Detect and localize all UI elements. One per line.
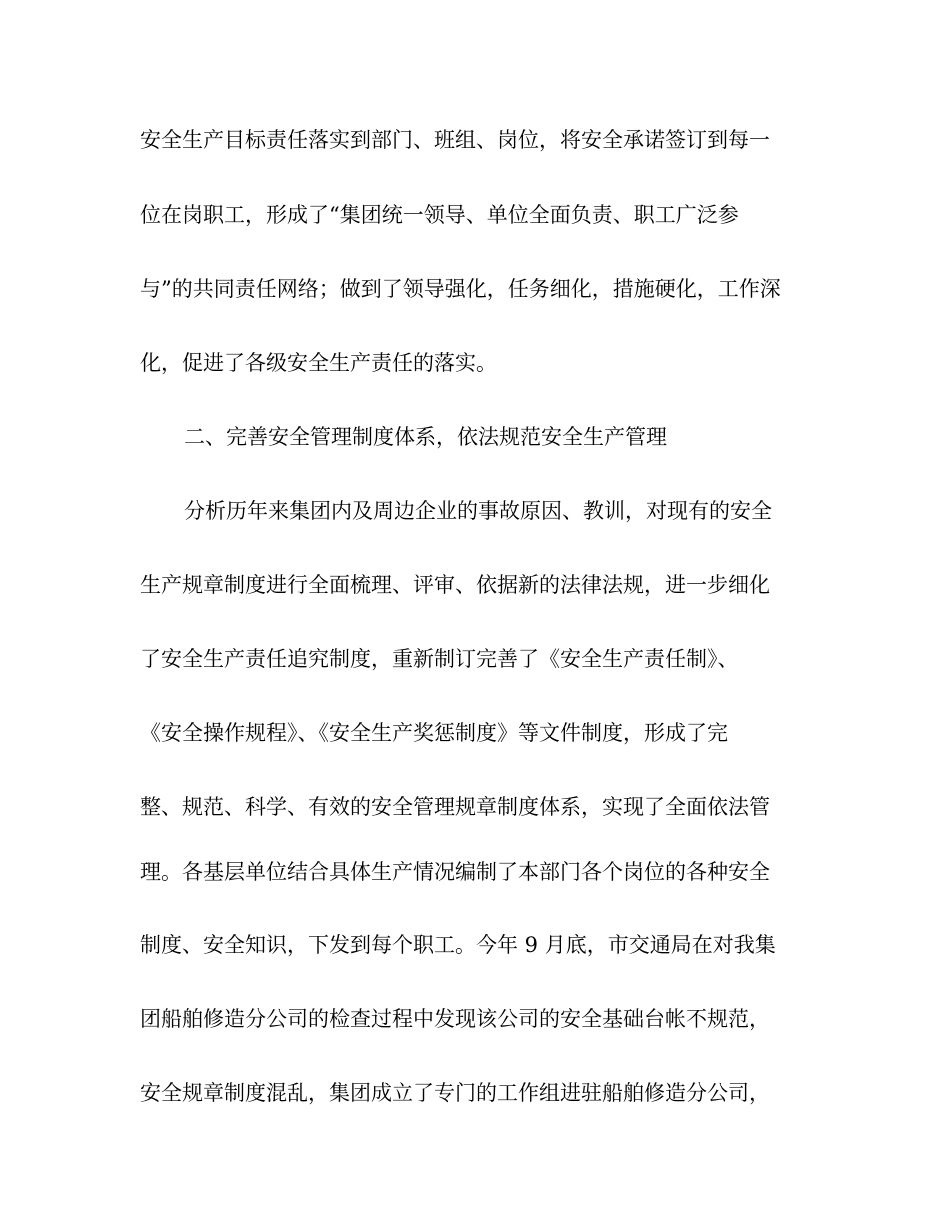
paragraph-line: 化，促进了各级安全生产责任的落实。 xyxy=(140,351,497,375)
paragraph-line: 生产规章制度进行全面梳理、评审、依据新的法律法规，进一步细化 xyxy=(140,573,770,597)
paragraph-line: 与”的共同责任网络；做到了领导强化，任务细化，措施硬化，工作深 xyxy=(140,277,781,301)
paragraph-line: 团船舶修造分公司的检查过程中发现该公司的安全基础台帐不规范， xyxy=(140,1007,770,1031)
paragraph-line: 安全生产目标责任落实到部门、班组、岗位，将安全承诺签订到每一 xyxy=(140,128,770,152)
paragraph-line: 整、规范、科学、有效的安全管理规章制度体系，实现了全面依法管 xyxy=(140,795,770,819)
paragraph-line: 位在岗职工，形成了“集团统一领导、单位全面负责、职工广泛参 xyxy=(140,203,739,227)
paragraph-line: 理。各基层单位结合具体生产情况编制了本部门各个岗位的各种安全 xyxy=(140,860,770,884)
paragraph-line: 了安全生产责任追究制度，重新制订完善了《安全生产责任制》、 xyxy=(140,647,739,671)
section-heading: 二、完善安全管理制度体系，依法规范安全生产管理 xyxy=(184,425,667,449)
paragraph-line: 分析历年来集团内及周边企业的事故原因、教训，对现有的安全 xyxy=(184,499,772,523)
paragraph-line: 制度、安全知识，下发到每个职工。今年 9 月底，市交通局在对我集 xyxy=(140,933,776,957)
paragraph-line: 安全规章制度混乱，集团成立了专门的工作组进驻船舶修造分公司， xyxy=(140,1081,770,1105)
paragraph-line: 《安全操作规程》、《安全生产奖惩制度》等文件制度，形成了完 xyxy=(140,721,728,745)
